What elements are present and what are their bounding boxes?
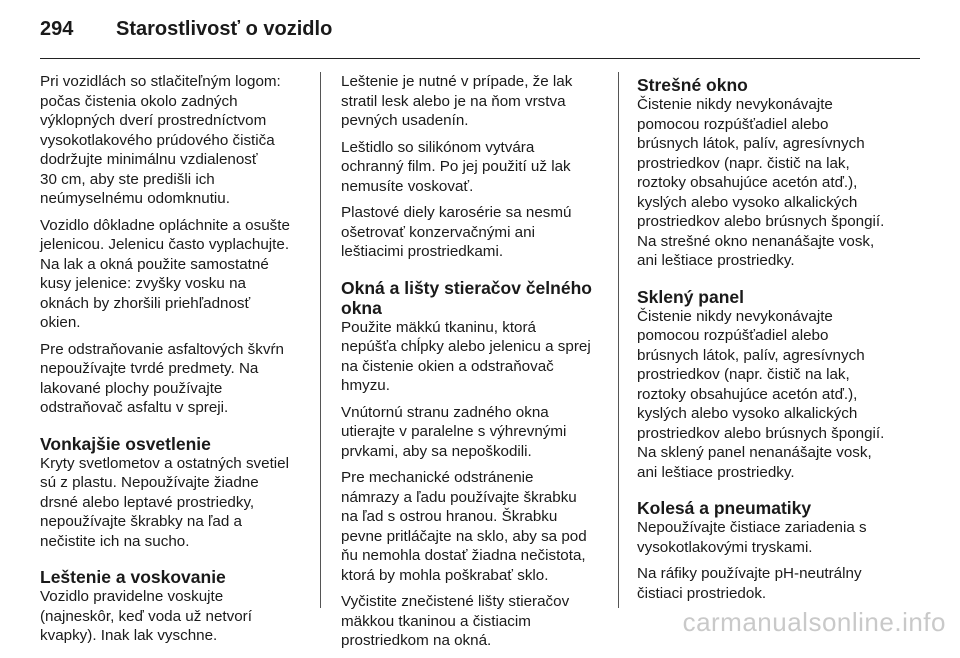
paragraph: Vozidlo dôkladne opláchnite a osušte jelenicou. Jelenicu často vyplachujte. Na lak a okná použite samostatné kusy jelenice: zvyšky vosku na oknách by zhoršili priehľadnosť okien.	[40, 216, 290, 331]
section-heading: Leštenie a voskovanie	[40, 567, 226, 587]
paragraph: Kryty svetlometov a ostatných svetiel sú z plastu. Nepoužívajte žiadne drsné alebo leptavé prostriedky, nepoužívajte škrabky na ľad a nečistite ich na sucho.	[40, 454, 290, 550]
paragraph: Leštidlo so silikónom vytvára ochranný film. Po jej použití už lak nemusíte voskovať.	[341, 138, 571, 195]
paragraph: Na ráfiky používajte pH-neutrálny čistiaci prostriedok.	[637, 565, 862, 602]
section-heading: Kolesá a pneumatiky	[637, 498, 812, 518]
paragraph: Použite mäkkú tkaninu, ktorá nepúšťa chĺpky alebo jelenicu a sprej na čistenie okien a odstraňovač hmyzu.	[341, 318, 591, 394]
column-3	[637, 72, 919, 610]
column-divider	[618, 72, 619, 608]
header-divider	[40, 58, 920, 59]
paragraph: Čistenie nikdy nevykonávajte pomocou rozpúšťadiel alebo brúsnych látok, palív, agresívnych prostriedkov (napr. čistič na lak, roztoky obsahujúce acetón atď.), kyslých alebo vysoko alkalických prostriedkov alebo brúsnych špongií. Na strešné okno nenanášajte vosk, ani leštiace prostriedky.	[637, 96, 885, 269]
paragraph: Pre mechanické odstránenie námrazy a ľadu používajte škrabku na ľad s ostrou hranou. Škrabku pevne pritláčajte na sklo, aby sa pod ňu nemohla dostať žiadna nečistota, ktorá by mohla poškrabať sklo.	[341, 469, 587, 584]
page-number: 294	[40, 18, 74, 40]
paragraph: Pre odstraňovanie asfaltových škvŕn nepoužívajte tvrdé predmety. Na lakované plochy používajte odstraňovač asfaltu v spreji.	[40, 340, 284, 416]
column-divider	[320, 72, 321, 608]
paragraph: Vozidlo pravidelne voskujte (najneskôr, keď voda už netvorí kvapky). Inak lak vyschne.	[40, 588, 252, 644]
paragraph: Leštenie je nutné v prípade, že lak stratil lesk alebo je na ňom vrstva pevných usadenín.	[341, 73, 573, 129]
paragraph: Plastové diely karosérie sa nesmú ošetrovať konzervačnými ani leštiacimi prostriedkami.	[341, 204, 572, 260]
paragraph: Nepoužívajte čistiace zariadenia s vysokotlakovými tryskami.	[637, 519, 867, 556]
paragraph: Vyčistite znečistené lišty stieračov mäkkou tkaninou a čistiacim prostriedkom na okná.	[341, 593, 570, 649]
paragraph: Vnútornú stranu zadného okna utierajte v paralelne s výhrevnými prvkami, aby sa nepoškodili.	[341, 403, 567, 460]
column-1	[40, 72, 310, 653]
paragraph: Pri vozidlách so stlačiteľným logom: počas čistenia okolo zadných výklopných dverí prostredníctvom vysokotlakového prúdového čističa dodržujte minimálnu vzdialenosť 30 cm, aby ste predišli ich neúmyselnému odomknutiu.	[40, 73, 281, 207]
column-2	[341, 72, 611, 658]
section-heading: Strešné okno	[637, 75, 748, 95]
section-heading: Sklený panel	[637, 286, 744, 307]
page-header	[40, 18, 332, 48]
section-heading: Vonkajšie osvetlenie	[40, 433, 211, 454]
watermark: carmanualsonline.info	[682, 607, 946, 637]
page-title: Starostlivosť o vozidlo	[116, 18, 333, 40]
paragraph: Čistenie nikdy nevykonávajte pomocou rozpúšťadiel alebo brúsnych látok, palív, agresívnych prostriedkov (napr. čistič na lak, roztoky obsahujúce acetón atď.), kyslých alebo vysoko alkalických prostriedkov alebo brúsnych špongií. Na sklený panel nenanášajte vosk, ani leštiace prostriedky.	[637, 307, 885, 481]
section-heading: Okná a lišty stieračov čelného okna	[341, 277, 592, 318]
